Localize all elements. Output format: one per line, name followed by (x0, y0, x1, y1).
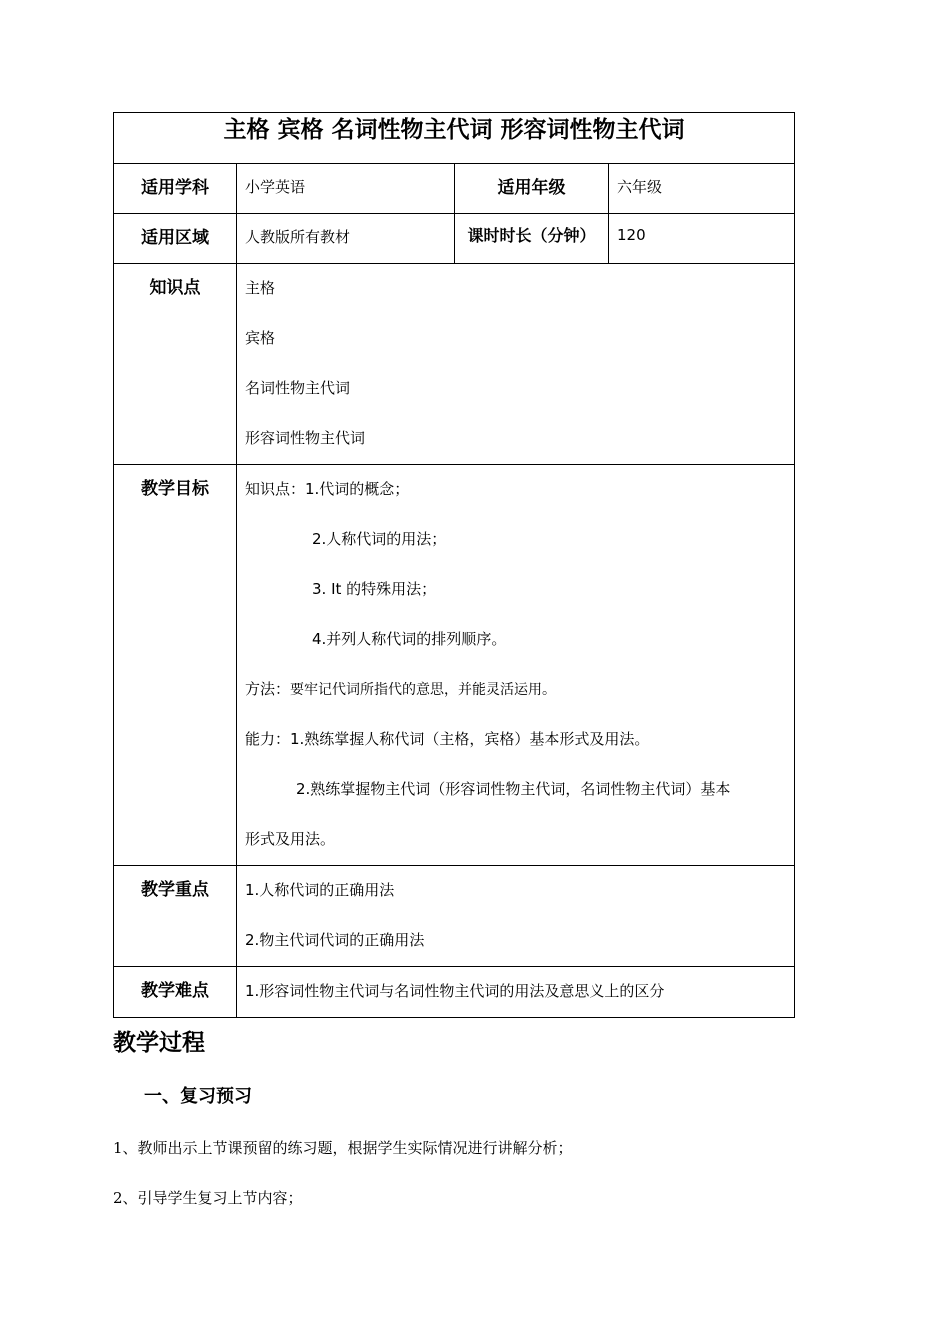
duration-label: 课时时长（分钟） (455, 214, 609, 264)
difficulty-label: 教学难点 (114, 967, 237, 1018)
knowledge-item: 形容词性物主代词 (245, 429, 366, 447)
process-title: 教学过程 (113, 1030, 205, 1056)
knowledge-list (237, 264, 795, 465)
goal-method (245, 677, 794, 727)
goals-label: 教学目标 (114, 465, 237, 866)
goal-ability-2: 2.熟练掌握物主代词（形容词性物主代词，名词性物主代词）基本 (296, 780, 731, 798)
goal-knowledge-1: 知识点：1.代词的概念； (245, 480, 410, 498)
lesson-title: 主格 宾格 名词性物主代词 形容词性物主代词 (114, 113, 795, 164)
goal-ability-1: 能力：1.熟练掌握人称代词（主格，宾格）基本形式及用法。 (245, 730, 650, 748)
goal-method-label: 方法： (245, 680, 291, 698)
knowledge-item: 名词性物主代词 (245, 379, 351, 397)
goal-knowledge-2: 2.人称代词的用法； (312, 530, 447, 548)
review-section-title: 一、复习预习 (144, 1086, 252, 1107)
difficulty-list (237, 967, 795, 1018)
region-value: 人教版所有教材 (237, 214, 455, 264)
keypoint-item: 1.人称代词的正确用法 (245, 881, 395, 899)
keypoints-list (237, 866, 795, 967)
knowledge-label: 知识点 (114, 264, 237, 465)
goal-ability-2-cont: 形式及用法。 (245, 830, 336, 848)
keypoints-label: 教学重点 (114, 866, 237, 967)
subject-label: 适用学科 (114, 164, 237, 214)
difficulty-item: 1.形容词性物主代词与名词性物主代词的用法及意思义上的区分 (245, 982, 665, 1000)
lesson-plan-table (113, 112, 795, 1018)
review-paragraph-2: 2、引导学生复习上节内容； (113, 1189, 303, 1207)
knowledge-item: 宾格 (245, 329, 276, 347)
goals-content (237, 465, 795, 866)
goal-knowledge-4: 4.并列人称代词的排列顺序。 (312, 630, 507, 648)
keypoint-item: 2.物主代词代词的正确用法 (245, 931, 425, 949)
goal-knowledge-3: 3. It 的特殊用法； (312, 580, 437, 598)
subject-value: 小学英语 (237, 164, 455, 214)
grade-value: 六年级 (609, 164, 795, 214)
goal-method-text: 要牢记代词所指代的意思，并能灵活运用。 (290, 682, 557, 698)
grade-label: 适用年级 (455, 164, 609, 214)
knowledge-item: 主格 (245, 279, 276, 297)
review-paragraph-1: 1、教师出示上节课预留的练习题，根据学生实际情况进行讲解分析； (113, 1139, 573, 1157)
duration-value: 120 (609, 214, 795, 264)
region-label: 适用区域 (114, 214, 237, 264)
